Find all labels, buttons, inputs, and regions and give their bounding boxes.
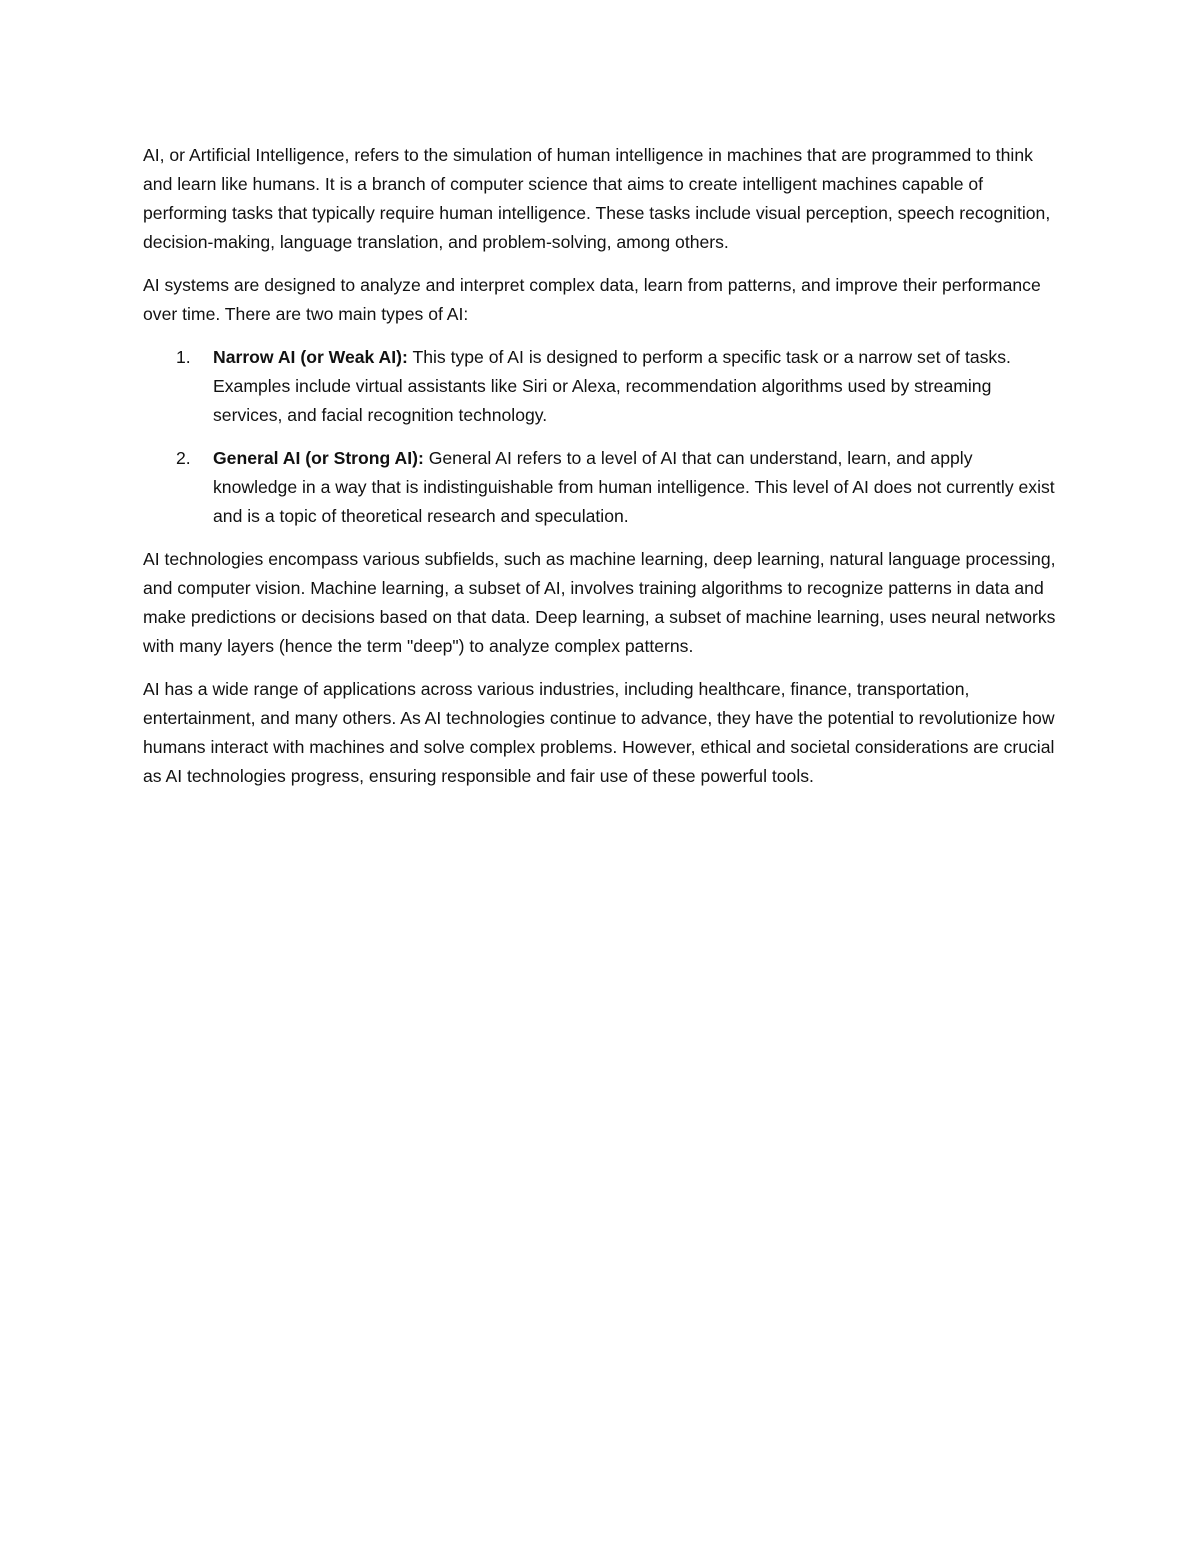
list-term: General AI (or Strong AI):: [213, 448, 424, 468]
paragraph-ai-systems: AI systems are designed to analyze and interpret complex data, learn from patterns, and improve their performance over time. There are two main types of AI:: [143, 275, 1041, 324]
paragraph-applications: AI has a wide range of applications across various industries, including healthcare, finance, transportation, entertainment, and many others. As AI technologies continue to advance, they have the potential to revolutionize how humans interact with machines and solve complex problems. However, ethical and societal considerations are crucial as AI technologies progress, ensuring responsible and fair use of these powerful tools.: [143, 679, 1055, 786]
document-body: [143, 141, 1058, 805]
list-number: 2.: [176, 448, 191, 468]
list-item-narrow-ai: [143, 343, 1058, 430]
paragraph-intro: AI, or Artificial Intelligence, refers to the simulation of human intelligence in machines that are programmed to think and learn like humans. It is a branch of computer science that aims to create intelligent machines capable of performing tasks that typically require human intelligence. These tasks include visual perception, speech recognition, decision-making, language translation, and problem-solving, among others.: [143, 145, 1051, 252]
ai-types-list: [143, 343, 1058, 531]
list-term: Narrow AI (or Weak AI):: [213, 347, 408, 367]
list-text: This type of AI is designed to perform a specific task or a narrow set of tasks. Examples include virtual assistants like Siri or Alexa, recommendation algorithms used by streaming services, and facial recognition technology.: [213, 347, 1011, 425]
list-number: 1.: [176, 347, 191, 367]
list-item-general-ai: [143, 444, 1058, 531]
list-text: General AI refers to a level of AI that can understand, learn, and apply knowledge in a way that is indistinguishable from human intelligence. This level of AI does not currently exist and is a topic of theoretical research and speculation.: [213, 448, 1055, 526]
paragraph-subfields: AI technologies encompass various subfields, such as machine learning, deep learning, natural language processing, and computer vision. Machine learning, a subset of AI, involves training algorithms to recognize patterns in data and make predictions or decisions based on that data. Deep learning, a subset of machine learning, uses neural networks with many layers (hence the term "deep") to analyze complex patterns.: [143, 549, 1056, 656]
